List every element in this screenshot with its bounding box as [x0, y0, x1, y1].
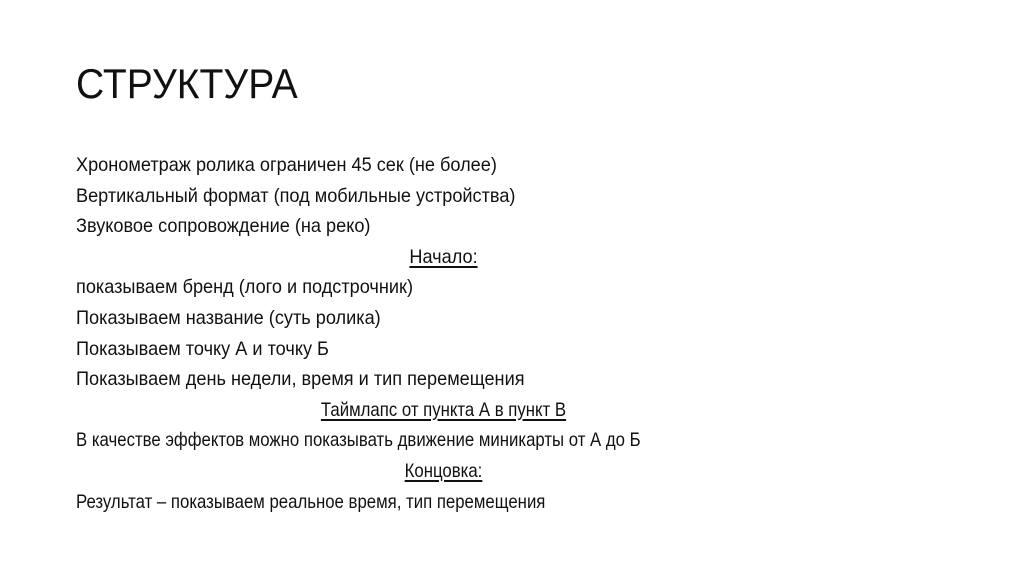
slide-body: [76, 150, 811, 517]
slide-title: СТРУКТУРА: [76, 60, 298, 107]
body-line-day-time: Показываем день недели, время и тип перемещения: [76, 368, 525, 391]
section-heading-ending: [127, 456, 759, 487]
section-heading-timelapse-text: Таймлапс от пункта А в пункт В: [320, 398, 567, 421]
section-heading-timelapse: [127, 395, 759, 426]
section-heading-start: [102, 242, 786, 273]
body-line-sound: Звуковое сопровождение (на реко): [76, 215, 371, 238]
body-line-name: Показываем название (суть ролика): [76, 306, 381, 329]
body-line-result: Результат – показываем реальное время, тип перемещения: [76, 490, 546, 513]
body-line-brand: показываем бренд (лого и подстрочник): [76, 276, 413, 299]
body-line-points: Показываем точку А и точку Б: [76, 337, 329, 360]
body-line-effects: В качестве эффектов можно показывать движение миникарты от А до Б: [76, 429, 641, 452]
body-line-duration: Хронометраж ролика ограничен 45 сек (не более): [76, 154, 497, 176]
section-heading-start-text: Начало:: [409, 245, 478, 268]
body-line-format: Вертикальный формат (под мобильные устройства): [76, 184, 516, 207]
section-heading-ending-text: Концовка:: [404, 459, 483, 482]
